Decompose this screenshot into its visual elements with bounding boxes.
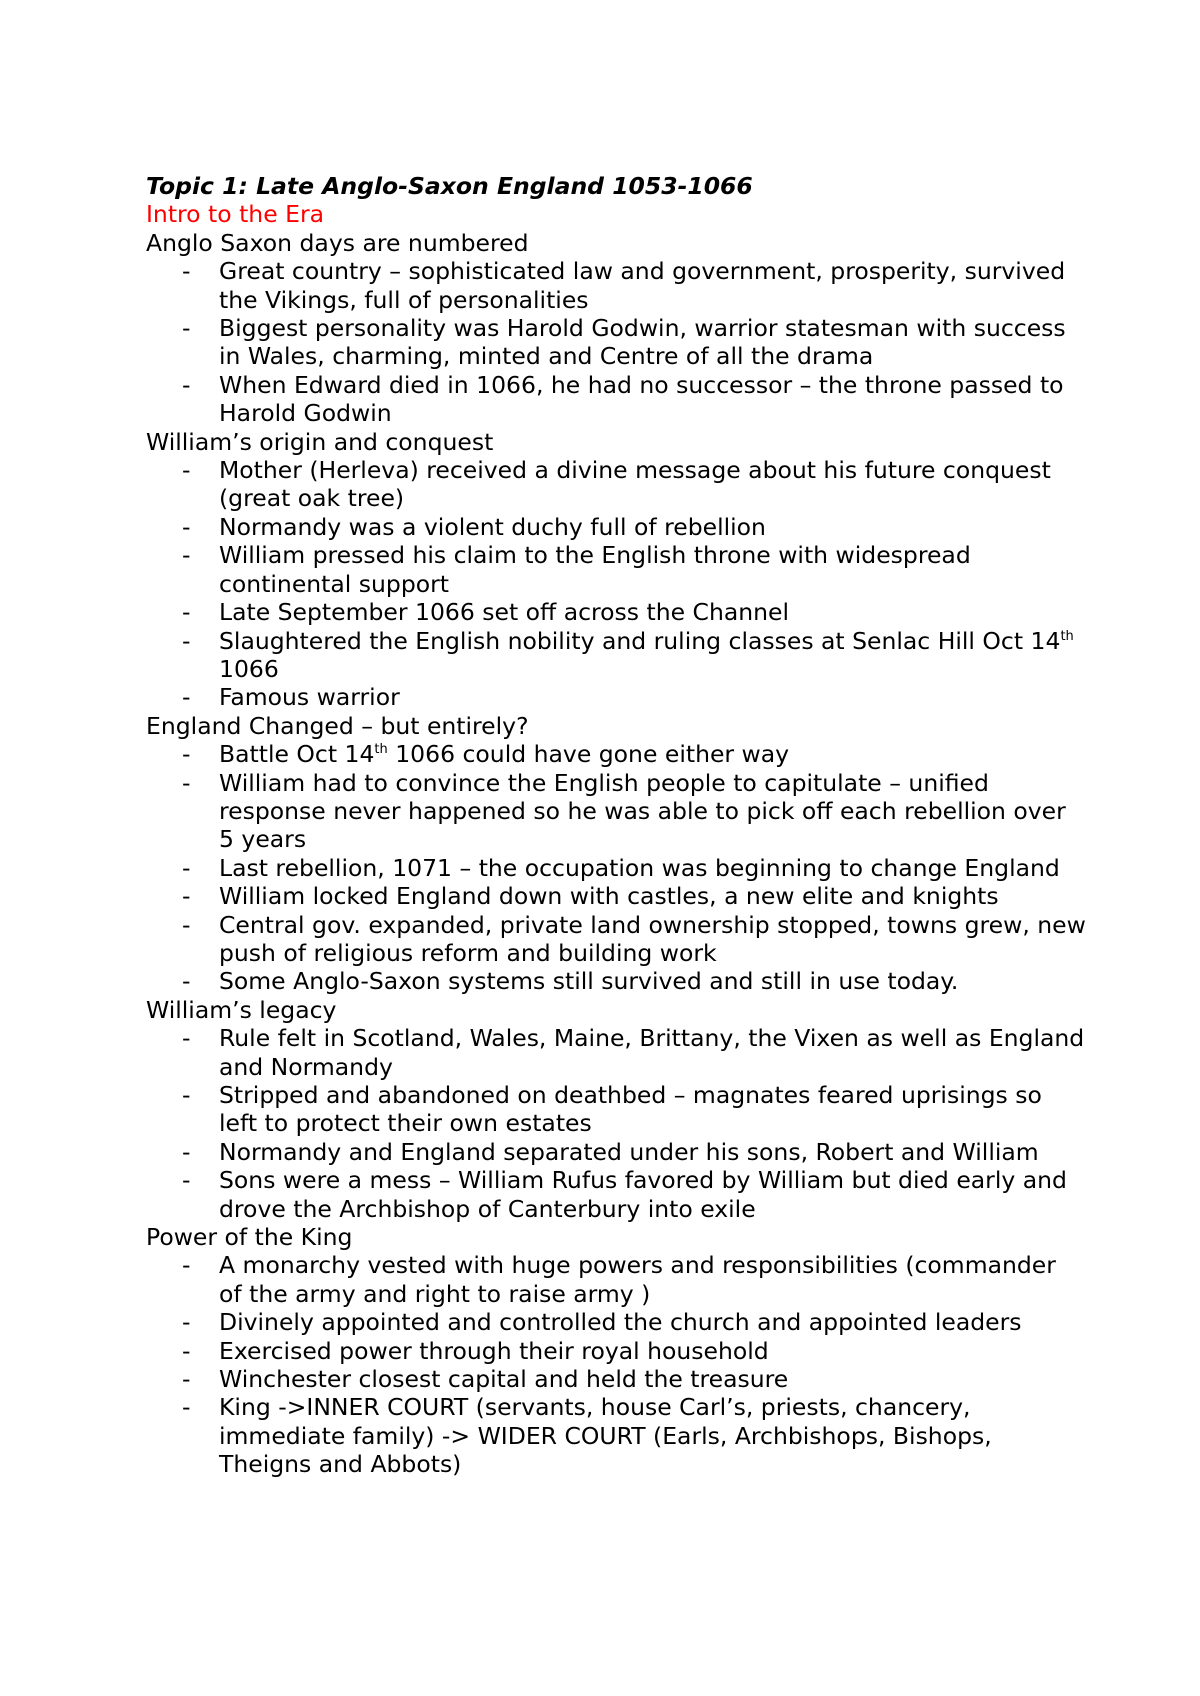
bullet-list [146, 740, 1086, 996]
list-item [146, 1024, 1086, 1081]
list-item-text: Exercised power through their royal household [219, 1336, 769, 1365]
bullet-dash-icon: - [182, 257, 191, 286]
section-heading: William’s legacy [146, 995, 337, 1024]
list-item-text: When Edward died in 1066, he had no successor – the throne passed to Harold Godwin [219, 370, 1064, 428]
list-item-text: Rule felt in Scotland, Wales, Maine, Brittany, the Vixen as well as England and Normandy [219, 1024, 1085, 1081]
bullet-dash-icon: - [182, 314, 191, 343]
list-item-text-continued: 1066 [219, 654, 279, 683]
list-item-text: William pressed his claim to the English throne with widespread continental support [219, 541, 971, 598]
list-item [146, 1166, 1086, 1223]
list-item-text: Sons were a mess – William Rufus favored by William but died early and drove the Archbishop of Canterbury into exile [219, 1166, 1067, 1223]
document-title: Topic 1: Late Anglo-Saxon England 1053-1066 [146, 172, 753, 200]
list-item [146, 598, 1086, 626]
list-item [146, 1138, 1086, 1166]
list-item-text: Stripped and abandoned on deathbed – magnates feared uprisings so left to protect their own estates [219, 1081, 1042, 1138]
list-item-text: Normandy was a violent duchy full of rebellion [219, 512, 766, 541]
bullet-list [146, 257, 1086, 427]
ordinal-superscript: th [1060, 628, 1074, 644]
list-item-text: Late September 1066 set off across the Channel [219, 598, 790, 627]
list-item [146, 627, 1086, 684]
list-item-text: Biggest personality was Harold Godwin, warrior statesman with success in Wales, charming, minted and Centre of all the drama [219, 314, 1066, 371]
list-item [146, 1308, 1086, 1336]
bullet-dash-icon: - [182, 768, 191, 797]
bullet-dash-icon: - [182, 1336, 191, 1365]
list-item-text: Great country – sophisticated law and government, prosperity, survived the Vikings, full of personalities [219, 257, 1066, 314]
list-item [146, 882, 1086, 910]
bullet-dash-icon: - [182, 1251, 191, 1280]
list-item-text: King ->INNER COURT (servants, house Carl’s, priests, chancery, immediate family) -> WIDER COURT (Earls, Archbishops, Bishops, Theigns and Abbots) [219, 1393, 992, 1479]
list-item [146, 1251, 1086, 1308]
list-item [146, 911, 1086, 968]
bullet-dash-icon: - [182, 910, 191, 939]
list-item-text: William had to convince the English people to capitulate – unified response never happened so he was able to pick off each rebellion over 5 years [219, 768, 1066, 854]
bullet-dash-icon: - [182, 683, 191, 712]
list-item-text: Battle Oct 14 [219, 740, 375, 769]
list-item-text: Some Anglo-Saxon systems still survived and still in use today. [219, 967, 959, 996]
list-item-text: Normandy and England separated under his sons, Robert and William [219, 1137, 1039, 1166]
bullet-dash-icon: - [182, 541, 191, 570]
list-item [146, 541, 1086, 598]
bullet-dash-icon: - [182, 853, 191, 882]
list-item [146, 967, 1086, 995]
list-item [146, 1081, 1086, 1138]
list-item-text: A monarchy vested with huge powers and responsibilities (commander of the army and right to raise army ) [219, 1251, 1056, 1308]
section-heading: Anglo Saxon days are numbered [146, 228, 529, 257]
bullet-list [146, 456, 1086, 712]
list-item [146, 1365, 1086, 1393]
bullet-dash-icon: - [182, 740, 191, 769]
sections-container [146, 229, 1086, 1479]
list-item-text: Last rebellion, 1071 – the occupation was beginning to change England [219, 853, 1060, 882]
bullet-dash-icon: - [182, 1166, 191, 1195]
bullet-dash-icon: - [182, 1308, 191, 1337]
list-item [146, 683, 1086, 711]
list-item-text: Famous warrior [219, 683, 400, 712]
list-item-text: Central gov. expanded, private land ownership stopped, towns grew, new push of religious reform and building work [219, 910, 1086, 967]
list-item [146, 1393, 1086, 1478]
list-item [146, 257, 1086, 314]
list-item [146, 740, 1086, 768]
bullet-dash-icon: - [182, 626, 191, 655]
list-item [146, 456, 1086, 513]
list-item [146, 769, 1086, 854]
bullet-dash-icon: - [182, 512, 191, 541]
bullet-dash-icon: - [182, 598, 191, 627]
list-item [146, 371, 1086, 428]
bullet-list [146, 1024, 1086, 1223]
section-heading: England Changed – but entirely? [146, 711, 529, 740]
bullet-dash-icon: - [182, 456, 191, 485]
list-item-text: Slaughtered the English nobility and ruling classes at Senlac Hill Oct 14 [219, 626, 1061, 655]
bullet-dash-icon: - [182, 1393, 191, 1422]
list-item-text: William locked England down with castles, a new elite and knights [219, 882, 999, 911]
intro-heading: Intro to the Era [146, 200, 325, 229]
bullet-dash-icon: - [182, 370, 191, 399]
bullet-dash-icon: - [182, 1137, 191, 1166]
bullet-dash-icon: - [182, 882, 191, 911]
list-item-text: Winchester closest capital and held the treasure [219, 1365, 789, 1394]
section-heading: Power of the King [146, 1223, 353, 1252]
list-item-text: Mother (Herleva) received a divine message about his future conquest (great oak tree) [219, 456, 1051, 513]
ordinal-superscript: th [374, 742, 388, 758]
list-item-text: Divinely appointed and controlled the church and appointed leaders [219, 1308, 1022, 1337]
document-page [146, 172, 1086, 1479]
bullet-list [146, 1251, 1086, 1478]
bullet-dash-icon: - [182, 1024, 191, 1053]
bullet-dash-icon: - [182, 967, 191, 996]
list-item [146, 314, 1086, 371]
list-item [146, 1337, 1086, 1365]
section-heading: William’s origin and conquest [146, 427, 494, 456]
list-item [146, 854, 1086, 882]
list-item [146, 513, 1086, 541]
bullet-dash-icon: - [182, 1365, 191, 1394]
bullet-dash-icon: - [182, 1081, 191, 1109]
list-item-text-continued: 1066 could have gone either way [387, 740, 790, 769]
